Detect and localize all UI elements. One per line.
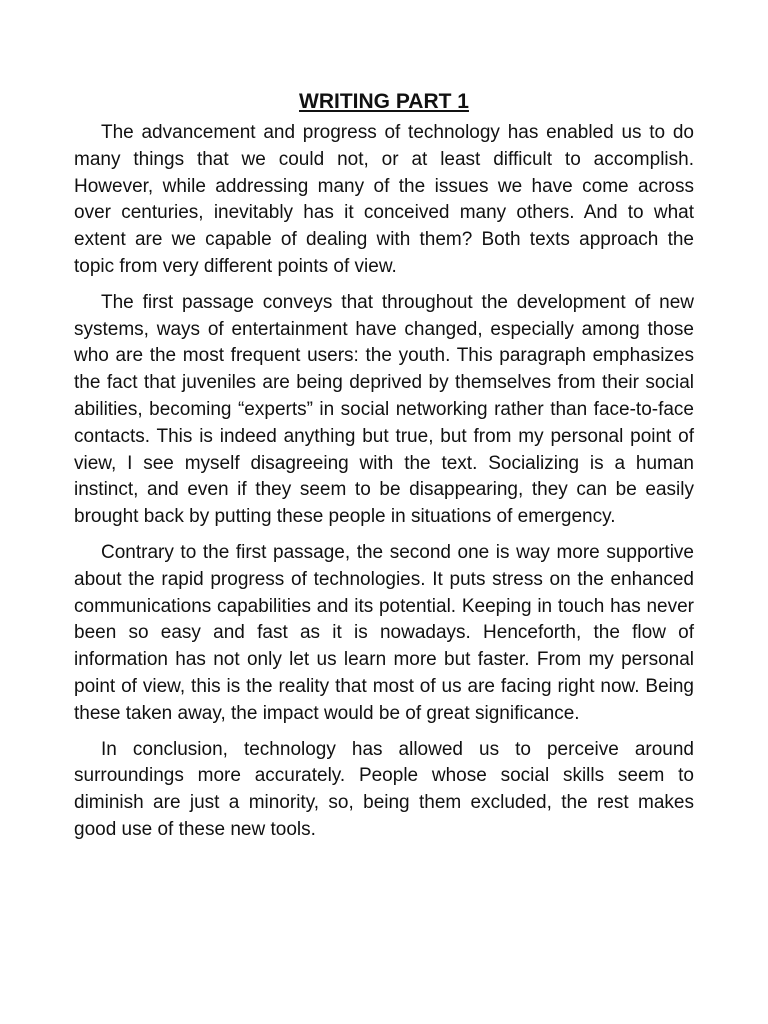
paragraph-introduction: The advancement and progress of technology has enabled us to do many things that we could not, or at least difficult to accomplish. However, while addressing many of the issues we have come across over centuries, inevitably has it conceived many others. And to what extent are we capable of dealing with them? Both texts approach the topic from very different points of view.: [74, 122, 694, 277]
paragraph-second-passage: Contrary to the first passage, the second one is way more supportive about the rapid progress of technologies. It puts stress on the enhanced communications capabilities and its potential. Keeping in touch has never been so easy and fast as it is nowadays. Henceforth, the flow of information has not only let us learn more but faster. From my personal point of view, this is the reality that most of us are facing right now. Being these taken away, the impact would be of great significance.: [74, 541, 694, 724]
paragraph-conclusion: In conclusion, technology has allowed us to perceive around surroundings more accurately. People whose social skills seem to diminish are just a minority, so, being them excluded, the rest makes good use of these new tools.: [74, 738, 694, 840]
paragraph-first-passage: The first passage conveys that throughout the development of new systems, ways of entertainment have changed, especially among those who are the most frequent users: the youth. This paragraph emphasizes the fact that juveniles are being deprived by themselves from their social abilities, becoming “experts” in social networking rather than face-to-face contacts. This is indeed anything but true, but from my personal point of view, I see myself disagreeing with the text. Socializing is a human instinct, and even if they seem to be disappearing, they can be easily brought back by putting these people in situations of emergency.: [74, 291, 694, 528]
document-title: WRITING PART 1: [299, 90, 469, 113]
